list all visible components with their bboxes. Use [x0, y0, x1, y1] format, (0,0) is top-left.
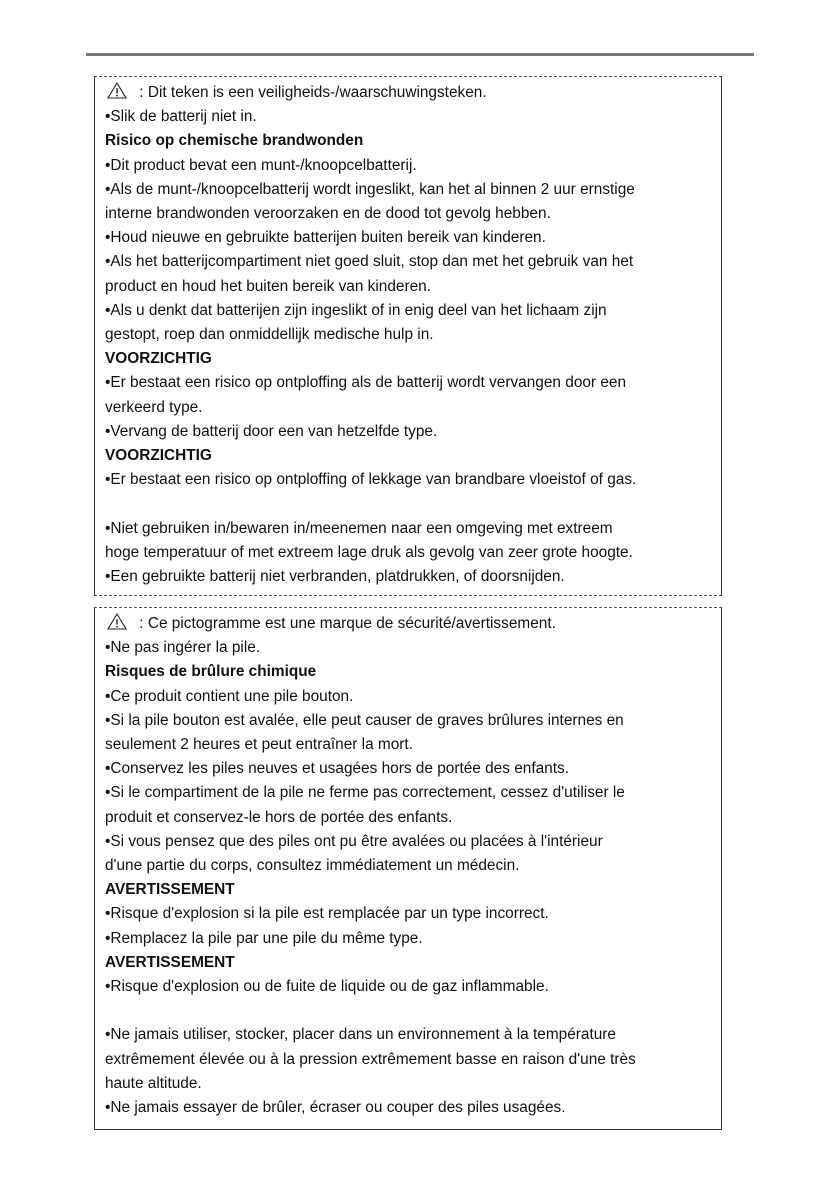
page-top-rule	[86, 53, 754, 56]
text-line: verkeerd type.	[105, 398, 203, 416]
warning-symbol-line	[105, 81, 713, 105]
text-line: •Dit product bevat een munt-/knoopcelbatterij.	[105, 156, 417, 174]
text-line: hoge temperatuur of met extreem lage druk als gevolg van zeer grote hoogte.	[105, 543, 633, 561]
text-line: •Si la pile bouton est avalée, elle peut causer de graves brûlures internes en	[105, 711, 624, 729]
warning-symbol-text: : Ce pictogramme est une marque de sécurité/avertissement.	[139, 615, 556, 632]
text-line: •Ne jamais utiliser, stocker, placer dans un environnement à la température	[105, 1026, 616, 1044]
dutch-safety-panel	[94, 76, 722, 596]
text-line: product en houd het buiten bereik van kinderen.	[105, 277, 431, 295]
text-line: •Si le compartiment de la pile ne ferme pas correctement, cessez d'utiliser le	[105, 784, 625, 802]
warning-symbol-line	[105, 612, 713, 636]
section-heading: Risques de brûlure chimique	[105, 663, 317, 681]
french-safety-panel	[94, 607, 722, 1130]
text-line: •Ne pas ingérer la pile.	[105, 639, 261, 657]
section-heading: AVERTISSEMENT	[105, 953, 235, 971]
text-line: •Risque d'explosion si la pile est remplacée par un type incorrect.	[105, 905, 549, 923]
text-line: interne brandwonden veroorzaken en de dood tot gevolg hebben.	[105, 205, 551, 223]
text-line: •Houd nieuwe en gebruikte batterijen buiten bereik van kinderen.	[105, 229, 546, 247]
warning-symbol-text: : Dit teken is een veiligheids-/waarschuwingsteken.	[139, 84, 487, 101]
text-line: •Er bestaat een risico op ontploffing of lekkage van brandbare vloeistof of gas.	[105, 471, 637, 489]
section-heading: Risico op chemische brandwonden	[105, 132, 364, 150]
text-line: •Slik de batterij niet in.	[105, 108, 257, 126]
text-line: d'une partie du corps, consultez immédiatement un médecin.	[105, 857, 520, 875]
text-line: •Niet gebruiken in/bewaren in/meenemen naar een omgeving met extreem	[105, 519, 613, 537]
warning-triangle-icon	[107, 613, 127, 630]
text-line: •Als de munt-/knoopcelbatterij wordt ingeslikt, kan het al binnen 2 uur ernstige	[105, 180, 635, 198]
text-line: gestopt, roep dan onmiddellijk medische hulp in.	[105, 326, 434, 344]
text-line: •Vervang de batterij door een van hetzelfde type.	[105, 422, 438, 440]
text-line: •Er bestaat een risico op ontploffing als de batterij wordt vervangen door een	[105, 374, 627, 392]
paragraph-spacer	[105, 999, 713, 1023]
section-heading: VOORZICHTIG	[105, 447, 212, 465]
section-heading: VOORZICHTIG	[105, 350, 212, 368]
text-line: produit et conservez-le hors de portée des enfants.	[105, 808, 453, 826]
text-line: •Een gebruikte batterij niet verbranden, platdrukken, of doorsnijden.	[105, 568, 565, 586]
text-line: seulement 2 heures et peut entraîner la mort.	[105, 736, 413, 754]
text-line: •Remplacez la pile par une pile du même type.	[105, 929, 423, 947]
text-line: extrêmement élevée ou à la pression extrêmement basse en raison d'une très	[105, 1050, 636, 1068]
text-line: •Conservez les piles neuves et usagées hors de portée des enfants.	[105, 760, 569, 778]
paragraph-spacer	[105, 492, 713, 516]
text-line: •Ne jamais essayer de brûler, écraser ou couper des piles usagées.	[105, 1099, 566, 1117]
text-line: •Als u denkt dat batterijen zijn ingeslikt of in enig deel van het lichaam zijn	[105, 301, 607, 319]
text-line: •Si vous pensez que des piles ont pu être avalées ou placées à l'intérieur	[105, 832, 603, 850]
warning-triangle-icon	[107, 82, 127, 99]
section-heading: AVERTISSEMENT	[105, 881, 235, 899]
text-line: •Risque d'explosion ou de fuite de liquide ou de gaz inflammable.	[105, 978, 549, 996]
text-line: haute altitude.	[105, 1074, 202, 1092]
text-line: •Ce produit contient une pile bouton.	[105, 687, 354, 705]
text-line: •Als het batterijcompartiment niet goed sluit, stop dan met het gebruik van het	[105, 253, 634, 271]
